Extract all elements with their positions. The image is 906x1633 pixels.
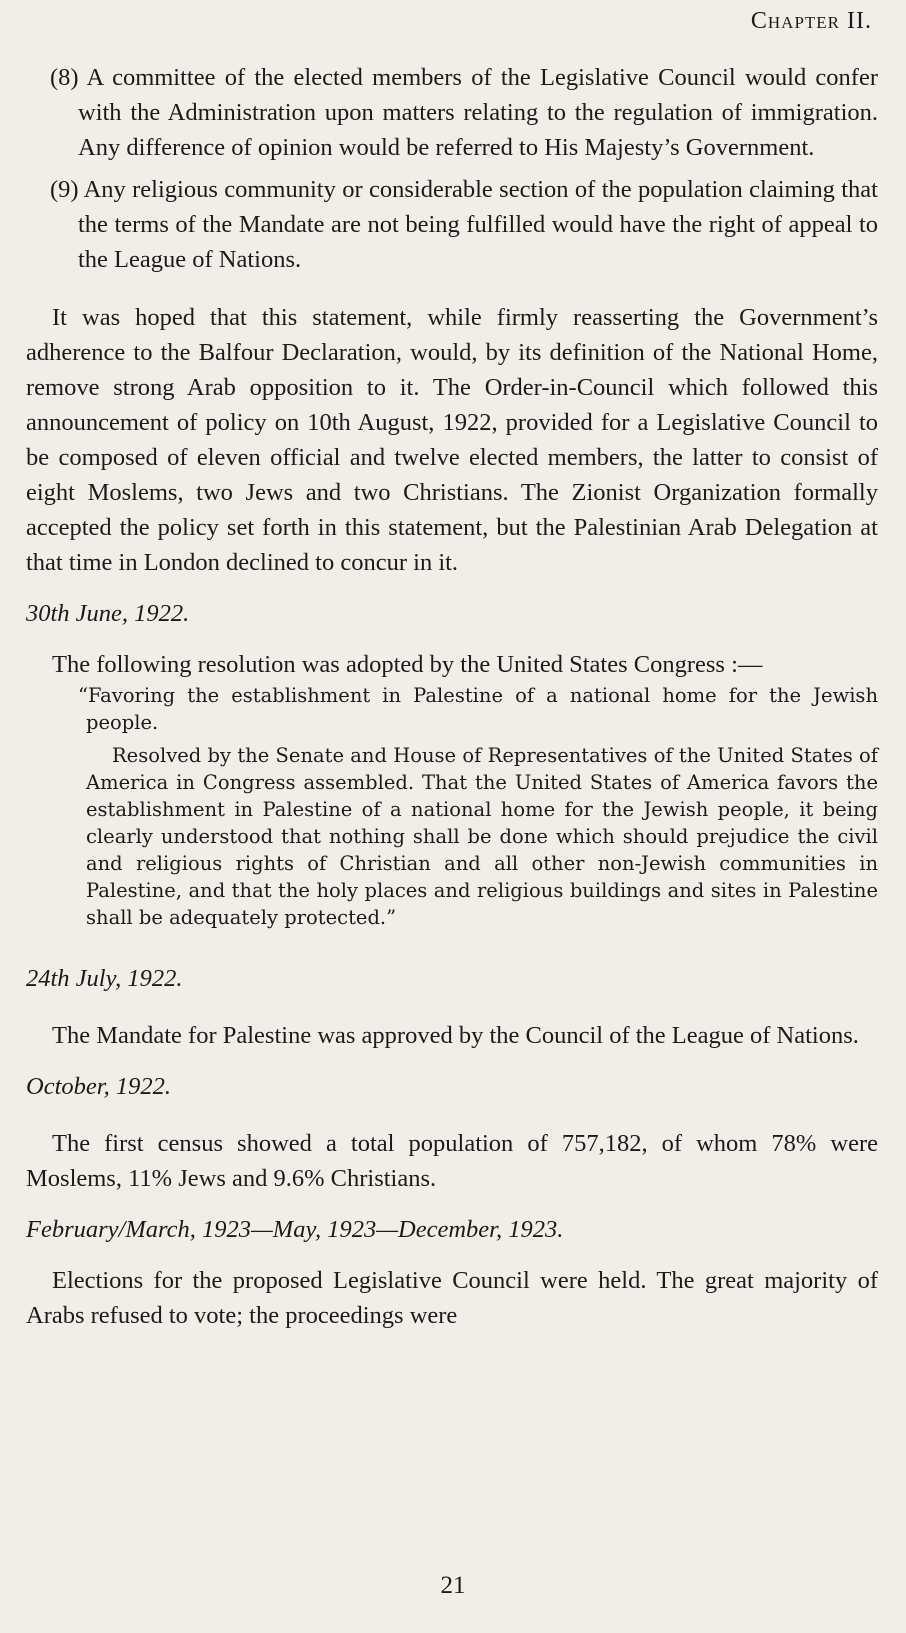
quote-title: “Favoring the establishment in Palestine of a national home for the Jewish people. <box>78 684 878 734</box>
quote-body: Resolved by the Senate and House of Representatives of the United States of America in Congress assembled. That the United States of America favors the establishment in Palestine of a national home for the Jewish people, it being clearly understood that nothing shall be done which should prejudice the civil and religious rights of Christian and all other non-Jewish communities in Palestine, and that the holy places and religious buildings and sites in Palestine shall be adequately protected.” <box>86 744 878 929</box>
body-paragraph: The first census showed a total population of 757,182, of whom 78% were Moslems, 11% Jews and 9.6% Christians. <box>26 1130 878 1192</box>
date-heading: October, 1922. <box>26 1073 171 1100</box>
chapter-heading: Chapter II. <box>750 8 872 34</box>
page-body <box>26 60 878 1333</box>
page-number: 21 <box>440 1572 466 1599</box>
list-item-number: (8) <box>50 64 79 91</box>
list-item-number: (9) <box>50 176 79 203</box>
date-heading: 24th July, 1922. <box>26 965 183 992</box>
date-heading: February/March, 1923—May, 1923—December, 1923. <box>26 1216 564 1243</box>
list-item-9 <box>26 172 878 277</box>
date-heading: 30th June, 1922. <box>26 600 190 627</box>
body-paragraph: The Mandate for Palestine was approved by the Council of the League of Nations. <box>52 1022 859 1049</box>
list-item-text: Any religious community or considerable section of the population claiming that the terms of the Mandate are not being fulfilled would have the right of appeal to the League of Nations. <box>78 176 878 273</box>
body-paragraph: The following resolution was adopted by the United States Congress :— <box>52 651 763 678</box>
body-paragraph: It was hoped that this statement, while firmly reasserting the Government’s adherence to the Balfour Declaration, would, by its definition of the National Home, remove strong Arab opposition to it. The Order-in-Council which followed this announcement of policy on 10th August, 1922, provided for a Legislative Council to be composed of eleven official and twelve elected members, the latter to consist of eight Moslems, two Jews and two Christians. The Zionist Organization formally accepted the policy set forth in this statement, but the Palestinian Arab Delegation at that time in London declined to concur in it. <box>26 304 878 576</box>
list-item-text: A committee of the elected members of the Legislative Council would confer with the Administration upon matters relating to the regulation of immigration. Any difference of opinion would be referred to His Majesty’s Government. <box>78 64 879 161</box>
resolution-quote <box>26 682 878 931</box>
body-paragraph: Elections for the proposed Legislative Council were held. The great majority of Arabs refused to vote; the proceedings were <box>26 1267 878 1329</box>
list-item-8 <box>26 60 878 165</box>
